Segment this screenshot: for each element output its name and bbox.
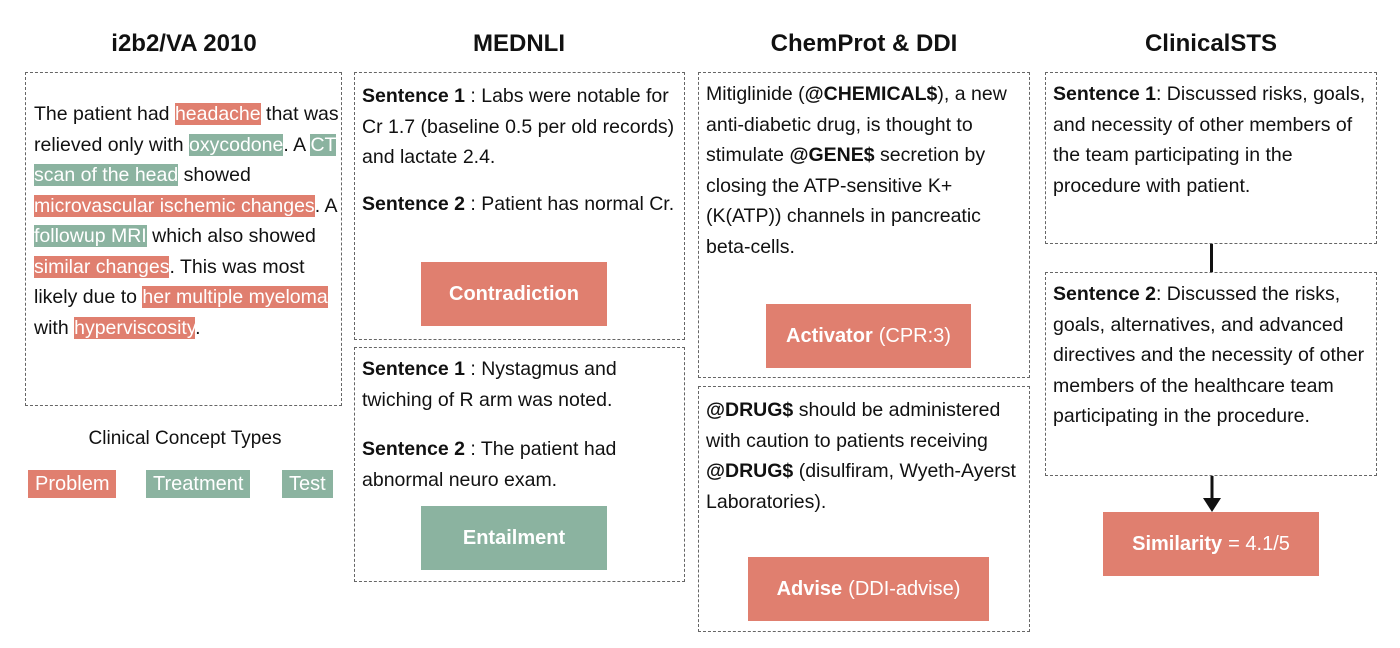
arrow-down-icon [1199,476,1225,514]
label-contradiction: Contradiction [421,262,607,326]
legend-test: Test [282,470,333,498]
label-similarity [1103,512,1319,576]
mednli-pair2-sentence2 [362,434,680,495]
chemprot-plain: Mitiglinide ( [706,83,805,105]
sentence-label: Sentence 1 [362,358,465,380]
chemprot-plain: secretion by closing the ATP-sensitive K+ (K(ATP)) channels in pancreatic beta-cells. [706,144,986,258]
sentence-label: Sentence 1 [1053,83,1156,105]
legend-problem: Problem [28,470,116,498]
i2b2-text: showed [178,164,251,186]
label-similarity-rest: = 4.1/5 [1228,532,1290,555]
label-activator-bold: Activator [786,324,873,347]
i2b2-text: with [34,316,75,339]
title-chemprot-ddi: ChemProt & DDI [770,30,958,57]
drug-placeholder: @DRUG$ [706,460,794,482]
label-advise-bold: Advise [776,577,843,600]
label-entailment: Entailment [421,506,607,570]
entity-test: followup MRI [34,225,147,247]
title-clinicalsts: ClinicalSTS [1144,30,1278,57]
sentence-label: Sentence 2 [1053,283,1156,305]
sentence-text: : Labs were notable for Cr 1.7 (baseline 0.5 per old records) and lactate 2.4. [362,85,675,168]
ddi-text [706,395,1024,517]
entity-treatment: oxycodone [189,133,284,156]
drug-placeholder: @DRUG$ [706,399,794,421]
i2b2-text: . [195,316,201,339]
sentence-text: : Patient has normal Cr. [464,193,675,215]
ddi-plain: (disulfiram, Wyeth-Ayerst Laboratories). [706,460,1016,513]
entity-test: CT scan of the head [34,133,337,186]
sentence-text: : Discussed risks, goals, and necessity of other members of the team participating in the procedure with patient. [1053,83,1366,197]
entity-problem: headache [174,103,261,125]
i2b2-text: that was relieved only with [34,103,339,156]
entity-problem: microvascular ischemic changes [34,194,315,217]
mednli-pair1-sentence1 [362,81,680,173]
gene-placeholder: @GENE$ [789,144,875,166]
legend-title: Clinical Concept Types [88,428,282,449]
entity-problem: her multiple myeloma [142,286,328,308]
mednli-pair2-sentence1 [362,354,680,415]
label-advise [748,557,989,621]
i2b2-example-text [34,99,339,343]
chemprot-text [706,79,1024,262]
legend-treatment: Treatment [146,470,250,498]
sentence-text: : The patient had abnormal neuro exam. [362,438,617,491]
sentence-text: : Discussed the risks, goals, alternatives, and advanced directives and the necessity of other members of the healthcare team participating in the procedure. [1053,283,1365,427]
mednli-pair1-sentence2 [362,189,680,220]
label-activator [766,304,971,368]
ddi-plain: should be administered with caution to patients receiving [706,399,1001,452]
title-mednli: MEDNLI [473,30,565,57]
sentence-text: : Nystagmus and twiching of R arm was noted. [362,358,617,411]
chemprot-plain: ), a new anti-diabetic drug, is thought to stimulate [706,83,1007,166]
i2b2-text: . A [314,194,337,217]
clinicalsts-sentence1 [1053,79,1371,201]
connector-line [1210,244,1213,272]
i2b2-text: The patient had [34,103,175,125]
sentence-label: Sentence 1 [362,85,465,107]
entity-problem: hyperviscosity [74,316,196,339]
label-activator-rest: (CPR:3) [878,324,951,347]
sentence-label: Sentence 2 [362,193,465,215]
title-i2b2: i2b2/VA 2010 [111,30,257,57]
label-similarity-bold: Similarity [1132,532,1223,555]
i2b2-text: . This was most likely due to [34,255,305,308]
chemical-placeholder: @CHEMICAL$ [804,83,938,105]
i2b2-text: which also showed [146,225,316,247]
label-advise-rest: (DDI-advise) [848,577,961,600]
entity-problem: similar changes [34,255,170,278]
clinicalsts-sentence2 [1053,279,1371,432]
sentence-label: Sentence 2 [362,438,465,460]
i2b2-text: . A [283,133,311,156]
